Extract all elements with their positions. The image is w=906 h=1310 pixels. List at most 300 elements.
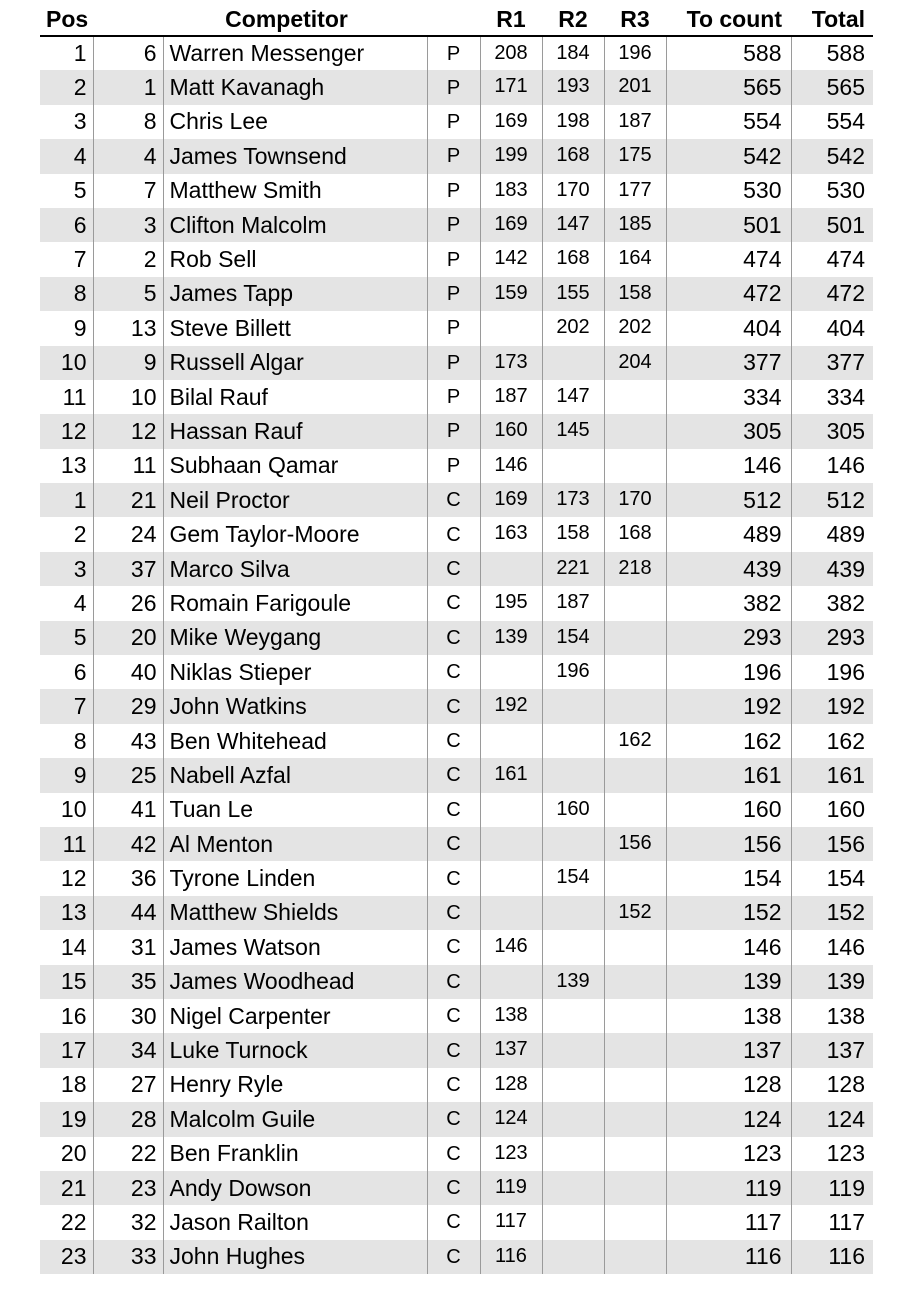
competitor-name-cell: Neil Proctor xyxy=(163,483,427,517)
class-cell: C xyxy=(427,999,480,1033)
competitor-name-cell: Matt Kavanagh xyxy=(163,70,427,104)
competitor-number-cell: 29 xyxy=(93,689,163,723)
competitor-number-cell: 23 xyxy=(93,1171,163,1205)
round2-score-cell: 168 xyxy=(542,242,604,276)
total-cell: 162 xyxy=(791,724,873,758)
class-cell: C xyxy=(427,930,480,964)
round3-score-cell: 204 xyxy=(604,346,666,380)
to-count-cell: 192 xyxy=(666,689,791,723)
class-cell: P xyxy=(427,174,480,208)
competitor-number-cell: 13 xyxy=(93,311,163,345)
class-cell: C xyxy=(427,552,480,586)
position-cell: 5 xyxy=(73,624,87,651)
table-row xyxy=(40,999,873,1033)
competitor-number-cell: 27 xyxy=(93,1068,163,1102)
competitor-number-cell: 7 xyxy=(93,174,163,208)
position-cell: 23 xyxy=(60,1243,87,1270)
table-row xyxy=(40,242,873,276)
round3-score-cell xyxy=(604,1102,666,1136)
total-cell: 512 xyxy=(791,483,873,517)
class-cell: C xyxy=(427,689,480,723)
class-cell: C xyxy=(427,1171,480,1205)
round1-score-cell: 169 xyxy=(480,208,542,242)
header-pos: Pos xyxy=(40,4,93,36)
header-competitor: Competitor xyxy=(93,4,480,36)
competitor-name-cell: Rob Sell xyxy=(163,242,427,276)
competitor-number-cell: 12 xyxy=(93,414,163,448)
competitor-name-cell: Nabell Azfal xyxy=(163,758,427,792)
class-cell: C xyxy=(427,793,480,827)
round3-score-cell: 168 xyxy=(604,517,666,551)
table-row xyxy=(40,965,873,999)
class-cell: P xyxy=(427,105,480,139)
round2-score-cell xyxy=(542,346,604,380)
table-row xyxy=(40,586,873,620)
to-count-cell: 542 xyxy=(666,139,791,173)
class-cell: P xyxy=(427,242,480,276)
round3-score-cell xyxy=(604,621,666,655)
round2-score-cell: 154 xyxy=(542,861,604,895)
total-cell: 377 xyxy=(791,346,873,380)
competitor-number-cell: 2 xyxy=(93,242,163,276)
total-cell: 152 xyxy=(791,896,873,930)
round1-score-cell xyxy=(480,655,542,689)
position-cell: 9 xyxy=(73,314,87,341)
round3-score-cell xyxy=(604,586,666,620)
total-cell: 196 xyxy=(791,655,873,689)
position-cell: 10 xyxy=(60,796,87,823)
round2-score-cell xyxy=(542,689,604,723)
round2-score-cell: 155 xyxy=(542,277,604,311)
competitor-name-cell: Subhaan Qamar xyxy=(163,449,427,483)
round1-score-cell: 142 xyxy=(480,242,542,276)
total-cell: 474 xyxy=(791,242,873,276)
round1-score-cell: 169 xyxy=(480,483,542,517)
total-cell: 530 xyxy=(791,174,873,208)
round3-score-cell xyxy=(604,758,666,792)
round1-score-cell xyxy=(480,724,542,758)
to-count-cell: 152 xyxy=(666,896,791,930)
position-cell: 12 xyxy=(60,417,87,444)
round2-score-cell: 154 xyxy=(542,621,604,655)
to-count-cell: 565 xyxy=(666,70,791,104)
class-cell: C xyxy=(427,758,480,792)
total-cell: 138 xyxy=(791,999,873,1033)
round1-score-cell xyxy=(480,896,542,930)
position-cell: 1 xyxy=(73,40,87,67)
round1-score-cell: 187 xyxy=(480,380,542,414)
competitor-number-cell: 20 xyxy=(93,621,163,655)
round1-score-cell: 161 xyxy=(480,758,542,792)
class-cell: C xyxy=(427,517,480,551)
round1-score-cell xyxy=(480,861,542,895)
total-cell: 439 xyxy=(791,552,873,586)
table-row xyxy=(40,1033,873,1067)
round2-score-cell: 158 xyxy=(542,517,604,551)
round3-score-cell: 175 xyxy=(604,139,666,173)
header-row xyxy=(40,4,873,36)
competitor-name-cell: James Woodhead xyxy=(163,965,427,999)
round2-score-cell xyxy=(542,449,604,483)
class-cell: P xyxy=(427,36,480,70)
round1-score-cell: 119 xyxy=(480,1171,542,1205)
table-row xyxy=(40,208,873,242)
round2-score-cell xyxy=(542,827,604,861)
to-count-cell: 588 xyxy=(666,36,791,70)
position-cell: 2 xyxy=(73,74,87,101)
total-cell: 146 xyxy=(791,930,873,964)
round2-score-cell: 184 xyxy=(542,36,604,70)
round1-score-cell: 169 xyxy=(480,105,542,139)
round1-score-cell xyxy=(480,311,542,345)
round1-score-cell: 117 xyxy=(480,1205,542,1239)
round2-score-cell: 173 xyxy=(542,483,604,517)
table-row xyxy=(40,1205,873,1239)
to-count-cell: 117 xyxy=(666,1205,791,1239)
results-table xyxy=(40,4,873,1274)
total-cell: 161 xyxy=(791,758,873,792)
competitor-number-cell: 44 xyxy=(93,896,163,930)
table-row xyxy=(40,1068,873,1102)
competitor-name-cell: Gem Taylor-Moore xyxy=(163,517,427,551)
competitor-name-cell: Andy Dowson xyxy=(163,1171,427,1205)
class-cell: P xyxy=(427,449,480,483)
table-row xyxy=(40,36,873,70)
position-cell: 16 xyxy=(60,1002,87,1029)
round3-score-cell xyxy=(604,1205,666,1239)
to-count-cell: 305 xyxy=(666,414,791,448)
round3-score-cell: 177 xyxy=(604,174,666,208)
total-cell: 192 xyxy=(791,689,873,723)
results-sheet xyxy=(40,4,873,1274)
round1-score-cell: 183 xyxy=(480,174,542,208)
header-total: Total xyxy=(791,4,873,36)
total-cell: 382 xyxy=(791,586,873,620)
round2-score-cell: 168 xyxy=(542,139,604,173)
round3-score-cell xyxy=(604,1068,666,1102)
position-cell: 15 xyxy=(60,968,87,995)
total-cell: 139 xyxy=(791,965,873,999)
competitor-name-cell: James Townsend xyxy=(163,139,427,173)
position-cell: 11 xyxy=(62,830,87,857)
competitor-name-cell: Tyrone Linden xyxy=(163,861,427,895)
position-cell: 2 xyxy=(73,521,87,548)
round1-score-cell xyxy=(480,965,542,999)
competitor-number-cell: 6 xyxy=(93,36,163,70)
competitor-name-cell: Henry Ryle xyxy=(163,1068,427,1102)
round3-score-cell xyxy=(604,655,666,689)
competitor-name-cell: Russell Algar xyxy=(163,346,427,380)
table-row xyxy=(40,70,873,104)
class-cell: C xyxy=(427,861,480,895)
to-count-cell: 128 xyxy=(666,1068,791,1102)
competitor-name-cell: Niklas Stieper xyxy=(163,655,427,689)
round1-score-cell: 137 xyxy=(480,1033,542,1067)
class-cell: C xyxy=(427,621,480,655)
round2-score-cell xyxy=(542,1068,604,1102)
table-row xyxy=(40,758,873,792)
position-cell: 13 xyxy=(60,899,87,926)
results-body xyxy=(40,36,873,1274)
round3-score-cell xyxy=(604,689,666,723)
competitor-number-cell: 10 xyxy=(93,380,163,414)
competitor-number-cell: 21 xyxy=(93,483,163,517)
total-cell: 137 xyxy=(791,1033,873,1067)
total-cell: 124 xyxy=(791,1102,873,1136)
competitor-name-cell: Luke Turnock xyxy=(163,1033,427,1067)
to-count-cell: 501 xyxy=(666,208,791,242)
round2-score-cell xyxy=(542,1240,604,1274)
to-count-cell: 160 xyxy=(666,793,791,827)
total-cell: 128 xyxy=(791,1068,873,1102)
table-row xyxy=(40,1137,873,1171)
table-row xyxy=(40,827,873,861)
total-cell: 472 xyxy=(791,277,873,311)
table-row xyxy=(40,793,873,827)
to-count-cell: 382 xyxy=(666,586,791,620)
to-count-cell: 554 xyxy=(666,105,791,139)
round1-score-cell: 173 xyxy=(480,346,542,380)
round3-score-cell xyxy=(604,1171,666,1205)
total-cell: 334 xyxy=(791,380,873,414)
table-row xyxy=(40,930,873,964)
class-cell: C xyxy=(427,724,480,758)
to-count-cell: 472 xyxy=(666,277,791,311)
to-count-cell: 489 xyxy=(666,517,791,551)
position-cell: 3 xyxy=(73,555,87,582)
competitor-number-cell: 34 xyxy=(93,1033,163,1067)
total-cell: 116 xyxy=(791,1240,873,1274)
round1-score-cell: 195 xyxy=(480,586,542,620)
round3-score-cell: 187 xyxy=(604,105,666,139)
class-cell: P xyxy=(427,139,480,173)
header-r3: R3 xyxy=(604,4,666,36)
round1-score-cell: 124 xyxy=(480,1102,542,1136)
position-cell: 21 xyxy=(60,1174,87,1201)
total-cell: 293 xyxy=(791,621,873,655)
competitor-name-cell: Ben Whitehead xyxy=(163,724,427,758)
to-count-cell: 146 xyxy=(666,449,791,483)
competitor-name-cell: Jason Railton xyxy=(163,1205,427,1239)
to-count-cell: 439 xyxy=(666,552,791,586)
round3-score-cell: 196 xyxy=(604,36,666,70)
round3-score-cell: 202 xyxy=(604,311,666,345)
round1-score-cell: 139 xyxy=(480,621,542,655)
class-cell: P xyxy=(427,277,480,311)
competitor-name-cell: Clifton Malcolm xyxy=(163,208,427,242)
round1-score-cell xyxy=(480,827,542,861)
position-cell: 19 xyxy=(60,1105,87,1132)
competitor-name-cell: Nigel Carpenter xyxy=(163,999,427,1033)
to-count-cell: 156 xyxy=(666,827,791,861)
position-cell: 18 xyxy=(60,1071,87,1098)
class-cell: P xyxy=(427,346,480,380)
competitor-name-cell: Malcolm Guile xyxy=(163,1102,427,1136)
round2-score-cell xyxy=(542,758,604,792)
position-cell: 8 xyxy=(73,280,87,307)
class-cell: C xyxy=(427,1102,480,1136)
round2-score-cell: 139 xyxy=(542,965,604,999)
table-row xyxy=(40,724,873,758)
competitor-number-cell: 22 xyxy=(93,1137,163,1171)
competitor-name-cell: Ben Franklin xyxy=(163,1137,427,1171)
table-row xyxy=(40,483,873,517)
round3-score-cell: 185 xyxy=(604,208,666,242)
competitor-number-cell: 37 xyxy=(93,552,163,586)
competitor-number-cell: 36 xyxy=(93,861,163,895)
competitor-number-cell: 30 xyxy=(93,999,163,1033)
class-cell: P xyxy=(427,208,480,242)
round1-score-cell: 128 xyxy=(480,1068,542,1102)
competitor-number-cell: 5 xyxy=(93,277,163,311)
total-cell: 156 xyxy=(791,827,873,861)
total-cell: 160 xyxy=(791,793,873,827)
competitor-name-cell: Steve Billett xyxy=(163,311,427,345)
position-cell: 10 xyxy=(60,349,87,376)
competitor-name-cell: Bilal Rauf xyxy=(163,380,427,414)
class-cell: P xyxy=(427,380,480,414)
to-count-cell: 334 xyxy=(666,380,791,414)
competitor-name-cell: John Hughes xyxy=(163,1240,427,1274)
table-row xyxy=(40,689,873,723)
class-cell: C xyxy=(427,483,480,517)
competitor-number-cell: 32 xyxy=(93,1205,163,1239)
header-r1: R1 xyxy=(480,4,542,36)
competitor-number-cell: 24 xyxy=(93,517,163,551)
to-count-cell: 404 xyxy=(666,311,791,345)
competitor-number-cell: 9 xyxy=(93,346,163,380)
round3-score-cell xyxy=(604,999,666,1033)
round3-score-cell: 201 xyxy=(604,70,666,104)
position-cell: 17 xyxy=(60,1037,87,1064)
class-cell: C xyxy=(427,1205,480,1239)
round2-score-cell xyxy=(542,999,604,1033)
round3-score-cell: 218 xyxy=(604,552,666,586)
competitor-name-cell: Hassan Rauf xyxy=(163,414,427,448)
competitor-name-cell: James Watson xyxy=(163,930,427,964)
round3-score-cell xyxy=(604,861,666,895)
round1-score-cell: 192 xyxy=(480,689,542,723)
position-cell: 4 xyxy=(73,589,87,616)
round2-score-cell xyxy=(542,1102,604,1136)
round3-score-cell xyxy=(604,930,666,964)
table-row xyxy=(40,174,873,208)
competitor-number-cell: 42 xyxy=(93,827,163,861)
class-cell: P xyxy=(427,311,480,345)
position-cell: 11 xyxy=(62,383,87,410)
competitor-number-cell: 43 xyxy=(93,724,163,758)
competitor-number-cell: 28 xyxy=(93,1102,163,1136)
class-cell: C xyxy=(427,655,480,689)
round3-score-cell xyxy=(604,414,666,448)
class-cell: C xyxy=(427,965,480,999)
round2-score-cell xyxy=(542,1171,604,1205)
table-row xyxy=(40,311,873,345)
position-cell: 22 xyxy=(60,1208,87,1235)
table-row xyxy=(40,517,873,551)
competitor-name-cell: Romain Farigoule xyxy=(163,586,427,620)
round1-score-cell: 146 xyxy=(480,449,542,483)
round3-score-cell xyxy=(604,1137,666,1171)
round3-score-cell xyxy=(604,380,666,414)
competitor-number-cell: 41 xyxy=(93,793,163,827)
total-cell: 489 xyxy=(791,517,873,551)
table-row xyxy=(40,1102,873,1136)
competitor-number-cell: 4 xyxy=(93,139,163,173)
competitor-name-cell: Warren Messenger xyxy=(163,36,427,70)
competitor-name-cell: Matthew Shields xyxy=(163,896,427,930)
round2-score-cell xyxy=(542,1033,604,1067)
competitor-name-cell: Chris Lee xyxy=(163,105,427,139)
to-count-cell: 123 xyxy=(666,1137,791,1171)
position-cell: 9 xyxy=(73,761,87,788)
to-count-cell: 139 xyxy=(666,965,791,999)
round3-score-cell: 170 xyxy=(604,483,666,517)
total-cell: 117 xyxy=(791,1205,873,1239)
competitor-number-cell: 35 xyxy=(93,965,163,999)
position-cell: 7 xyxy=(73,693,87,720)
competitor-number-cell: 1 xyxy=(93,70,163,104)
competitor-number-cell: 3 xyxy=(93,208,163,242)
to-count-cell: 137 xyxy=(666,1033,791,1067)
round2-score-cell: 221 xyxy=(542,552,604,586)
total-cell: 123 xyxy=(791,1137,873,1171)
competitor-name-cell: Mike Weygang xyxy=(163,621,427,655)
table-row xyxy=(40,139,873,173)
position-cell: 6 xyxy=(73,211,87,238)
round3-score-cell: 164 xyxy=(604,242,666,276)
round1-score-cell xyxy=(480,552,542,586)
position-cell: 12 xyxy=(60,865,87,892)
total-cell: 565 xyxy=(791,70,873,104)
round1-score-cell: 138 xyxy=(480,999,542,1033)
to-count-cell: 293 xyxy=(666,621,791,655)
to-count-cell: 162 xyxy=(666,724,791,758)
total-cell: 154 xyxy=(791,861,873,895)
class-cell: C xyxy=(427,827,480,861)
table-row xyxy=(40,414,873,448)
round3-score-cell xyxy=(604,965,666,999)
total-cell: 305 xyxy=(791,414,873,448)
competitor-number-cell: 8 xyxy=(93,105,163,139)
to-count-cell: 116 xyxy=(666,1240,791,1274)
table-row xyxy=(40,621,873,655)
table-row xyxy=(40,1171,873,1205)
competitor-number-cell: 26 xyxy=(93,586,163,620)
round3-score-cell xyxy=(604,449,666,483)
position-cell: 20 xyxy=(60,1140,87,1167)
class-cell: C xyxy=(427,1240,480,1274)
position-cell: 3 xyxy=(73,108,87,135)
to-count-cell: 377 xyxy=(666,346,791,380)
competitor-name-cell: John Watkins xyxy=(163,689,427,723)
class-cell: C xyxy=(427,1137,480,1171)
header-r2: R2 xyxy=(542,4,604,36)
competitor-number-cell: 33 xyxy=(93,1240,163,1274)
round2-score-cell xyxy=(542,1205,604,1239)
to-count-cell: 196 xyxy=(666,655,791,689)
round2-score-cell xyxy=(542,724,604,758)
round2-score-cell: 202 xyxy=(542,311,604,345)
round1-score-cell: 159 xyxy=(480,277,542,311)
total-cell: 554 xyxy=(791,105,873,139)
round3-score-cell xyxy=(604,1240,666,1274)
to-count-cell: 119 xyxy=(666,1171,791,1205)
class-cell: P xyxy=(427,414,480,448)
round3-score-cell xyxy=(604,793,666,827)
round1-score-cell: 116 xyxy=(480,1240,542,1274)
table-row xyxy=(40,277,873,311)
